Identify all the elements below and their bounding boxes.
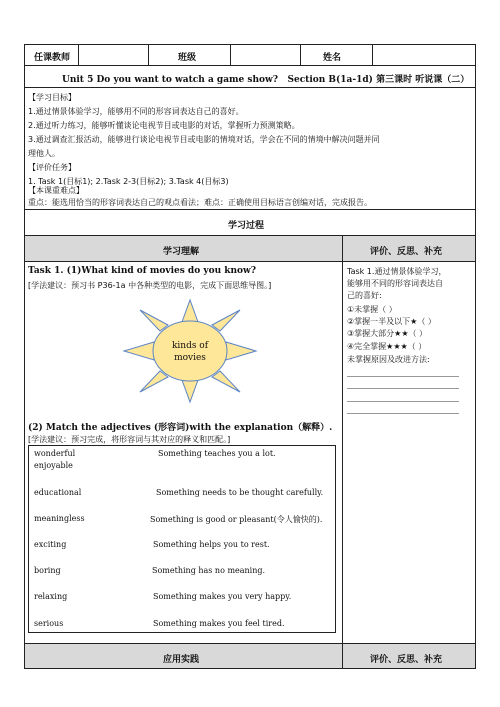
explanation-item: Something makes you very happy. — [153, 592, 292, 601]
sun-label-2: movies — [174, 353, 206, 363]
bottom-right-title: 评价、反思、补充 — [370, 655, 443, 665]
sun-center — [153, 321, 227, 381]
objective-item: 3.通过调查汇报活动，能够进行谈论电视节目或电影的情境对话，学会在不同的情境中解决问题并同 — [28, 135, 380, 144]
process-title: 学习过程 — [228, 221, 265, 231]
evaluation-option: ②掌握一半及以下★（ ） — [347, 317, 436, 326]
writing-line — [347, 388, 459, 389]
writing-line — [347, 401, 459, 402]
writing-line — [347, 413, 459, 414]
explanation-item: Something helps you to rest. — [153, 540, 270, 549]
adjective-item: educational — [34, 488, 82, 497]
tasks-heading: 【评价任务】 — [28, 163, 76, 172]
matching-box — [28, 445, 336, 633]
task2-title: (2) Match the adjectives (形容词)with the explanation（解释）. — [28, 423, 333, 433]
task1-title: Task 1. (1)What kind of movies do you know? — [28, 266, 257, 276]
sun-mind-map — [120, 298, 260, 404]
objective-item: 2.通过听力练习，能够听懂谈论电视节目或电影的对话，掌握听力预测策略。 — [28, 121, 300, 130]
evaluation-line: 己的喜好: — [347, 291, 382, 300]
task2-tip: [学法建议：预习完成，将形容词与其对应的释义和匹配。] — [28, 435, 231, 444]
adjective-item: wonderful — [34, 449, 76, 458]
sun-label-1: kinds of — [171, 341, 209, 351]
keypoints-heading: 【本课重难点】 — [28, 186, 84, 195]
page-title: Unit 5 Do you want to watch a game show? Section B(1a-1d) 第三课时 听说课（二） — [62, 75, 470, 85]
adjective-item: boring — [34, 566, 61, 575]
header-row — [24, 44, 476, 66]
explanation-item: Something has no meaning. — [152, 566, 266, 575]
adjective-item: enjoyable — [34, 461, 73, 470]
adjective-item: meaningless — [34, 514, 85, 523]
keypoints-text: 重点：能选用恰当的形容词表达自己的观点看法；难点：正确使用目标语言创编对话，完成报告。 — [28, 198, 372, 207]
adjective-item: relaxing — [34, 592, 68, 601]
explanation-item: Something needs to be thought carefully. — [156, 488, 324, 497]
objectives-heading: 【学习目标】 — [28, 93, 76, 102]
adjective-item: exciting — [34, 540, 67, 549]
evaluation-line: Task 1.通过情景体验学习， — [347, 267, 447, 276]
bottom-left-title: 应用实践 — [163, 655, 200, 665]
explanation-item: Something teaches you a lot. — [158, 449, 276, 458]
evaluation-option: ①未掌握（ ） — [347, 305, 397, 314]
objective-item: 1.通过情景体验学习，能够用不同的形容词表达自己的喜好。 — [28, 107, 244, 116]
tasks-text: 1. Task 1(目标1); 2.Task 2-3(目标2); 3.Task 4(目标3) — [28, 177, 229, 186]
evaluation-line: 能够用不同的形容词表达自 — [347, 279, 443, 288]
writing-line — [347, 376, 459, 377]
explanation-item: Something makes you feel tired. — [153, 619, 285, 628]
evaluation-note: 未掌握原因及改进方法: — [347, 355, 430, 364]
evaluation-option: ④完全掌握★★★（ ） — [347, 342, 427, 351]
column-right-title: 评价、反思、补充 — [370, 247, 443, 257]
evaluation-option: ③掌握大部分★★（ ） — [347, 329, 428, 338]
column-left-title: 学习理解 — [163, 247, 200, 257]
task1-tip: [学法建议：预习书 P36-1a 中各种类型的电影，完成下面思维导图。] — [28, 281, 272, 290]
name-label: 姓名 — [323, 53, 342, 63]
class-label: 班级 — [178, 53, 197, 63]
explanation-item: Something is good or pleasant(令人愉快的). — [150, 515, 323, 524]
adjective-item: serious — [34, 619, 64, 628]
objective-item: 理他人。 — [28, 149, 60, 158]
teacher-label: 任课教师 — [34, 53, 71, 63]
